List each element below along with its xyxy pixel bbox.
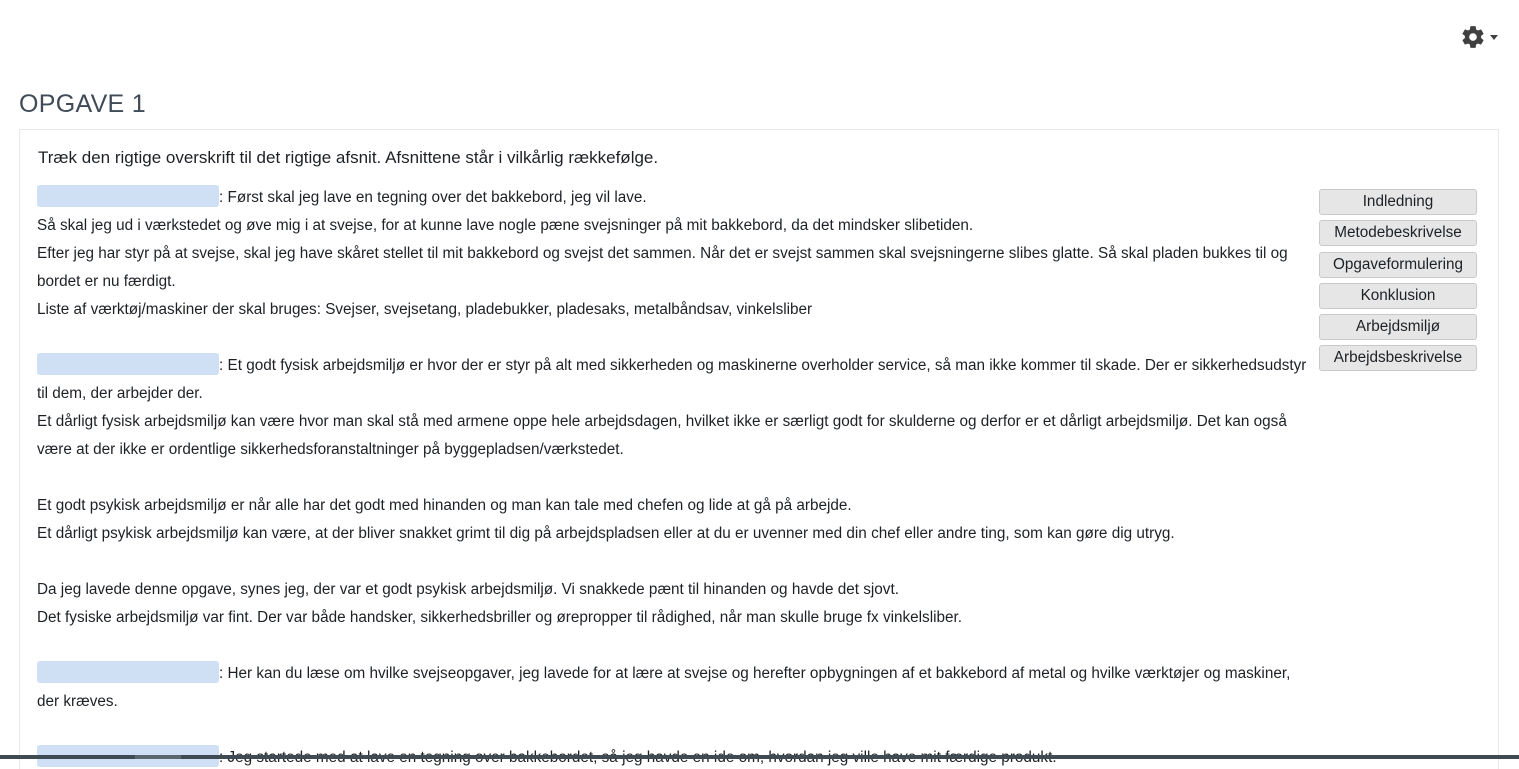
horizontal-scrollbar[interactable] [0,755,1519,759]
gear-icon [1460,24,1486,50]
paragraph-line: Det fysiske arbejdsmiljø var fint. Der var både handsker, sikkerhedsbriller og ørepropper til rådighed, når man skulle bruge fx vinkelsliber. [37,609,963,626]
paragraph-line: Et dårligt fysisk arbejdsmiljø kan være hvor man skal stå med armene oppe hele arbejdsdagen, hvilket ikke er særligt godt for skulderne og derfor er et dårligt arbejdsmiljø. Det kan også være at der ikke er ordentlige sikkerhedsforanstaltninger på byggepladsen/værkstedet. [37,413,1287,458]
drop-zone-3[interactable] [37,661,219,683]
scrollbar-thumb[interactable] [135,755,181,759]
paragraph-line: Liste af værktøj/maskiner der skal bruges: Svejser, svejsetang, pladebukker, pladesaks, metalbåndsav, vinkelsliber [37,301,813,318]
settings-menu-button[interactable] [1460,24,1504,50]
drag-choice-opgaveformulering[interactable]: Opgaveformulering [1319,252,1477,278]
paragraph-line: Så skal jeg ud i værkstedet og øve mig i at svejse, for at kunne lave nogle pæne svejsninger på mit bakkebord, da det mindsker slibetiden. [37,217,974,234]
paragraph-line: : Et godt fysisk arbejdsmiljø er hvor der er styr på alt med sikkerheden og maskinerne overholder service, så man ikke kommer til skade. Der er sikkerhedsudstyr til dem, der arbejder der. [37,352,1312,408]
chevron-down-icon [1490,35,1498,40]
paragraph-line: Et dårligt psykisk arbejdsmiljø kan være, at der bliver snakket grimt til dig på arbejdspladsen eller at du er uvenner med din chef eller andre ting, som kan gøre dig utryg. [37,525,1175,542]
drag-choice-indledning[interactable]: Indledning [1319,189,1477,215]
paragraph-line: Da jeg lavede denne opgave, synes jeg, der var et godt psykisk arbejdsmiljø. Vi snakkede pænt til hinanden og havde det sjovt. [37,581,899,598]
paragraph-line: : Her kan du læse om hvilke svejseopgaver, jeg lavede for at lære at svejse og herefter opbygningen af et bakkebord af metal og hvilke værktøjer og maskiner, der kræves. [37,660,1312,716]
top-bar [0,0,1519,75]
question-prompt: Træk den rigtige overskrift til det rigtige afsnit. Afsnittene står i vilkårlig rækkefølge. [38,148,659,167]
drop-zone-2[interactable] [37,353,219,375]
paragraph-line: : Først skal jeg lave en tegning over det bakkebord, jeg vil lave. [37,184,1312,212]
drag-choice-arbejdsbeskrivelse[interactable]: Arbejdsbeskrivelse [1319,345,1477,371]
drag-choice-arbejdsmiljo[interactable]: Arbejdsmiljø [1319,314,1477,340]
question-box [19,129,1499,769]
drag-choices [1319,189,1479,377]
paragraph-line: Et godt psykisk arbejdsmiljø er når alle har det godt med hinanden og man kan tale med chefen og lide at gå på arbejde. [37,497,852,514]
drop-zone-1[interactable] [37,185,219,207]
page-title: OPGAVE 1 [19,90,146,118]
drag-choice-konklusion[interactable]: Konklusion [1319,283,1477,309]
drag-choice-metodebeskrivelse[interactable]: Metodebeskrivelse [1319,220,1477,246]
paragraph-line: Efter jeg har styr på at svejse, skal jeg have skåret stellet til mit bakkebord og svejst det sammen. Når det er svejst sammen skal svejsningerne slibes glatte. Så skal pladen bukkes til og bordet er nu færdigt. [37,245,1288,290]
question-text [37,184,1312,769]
